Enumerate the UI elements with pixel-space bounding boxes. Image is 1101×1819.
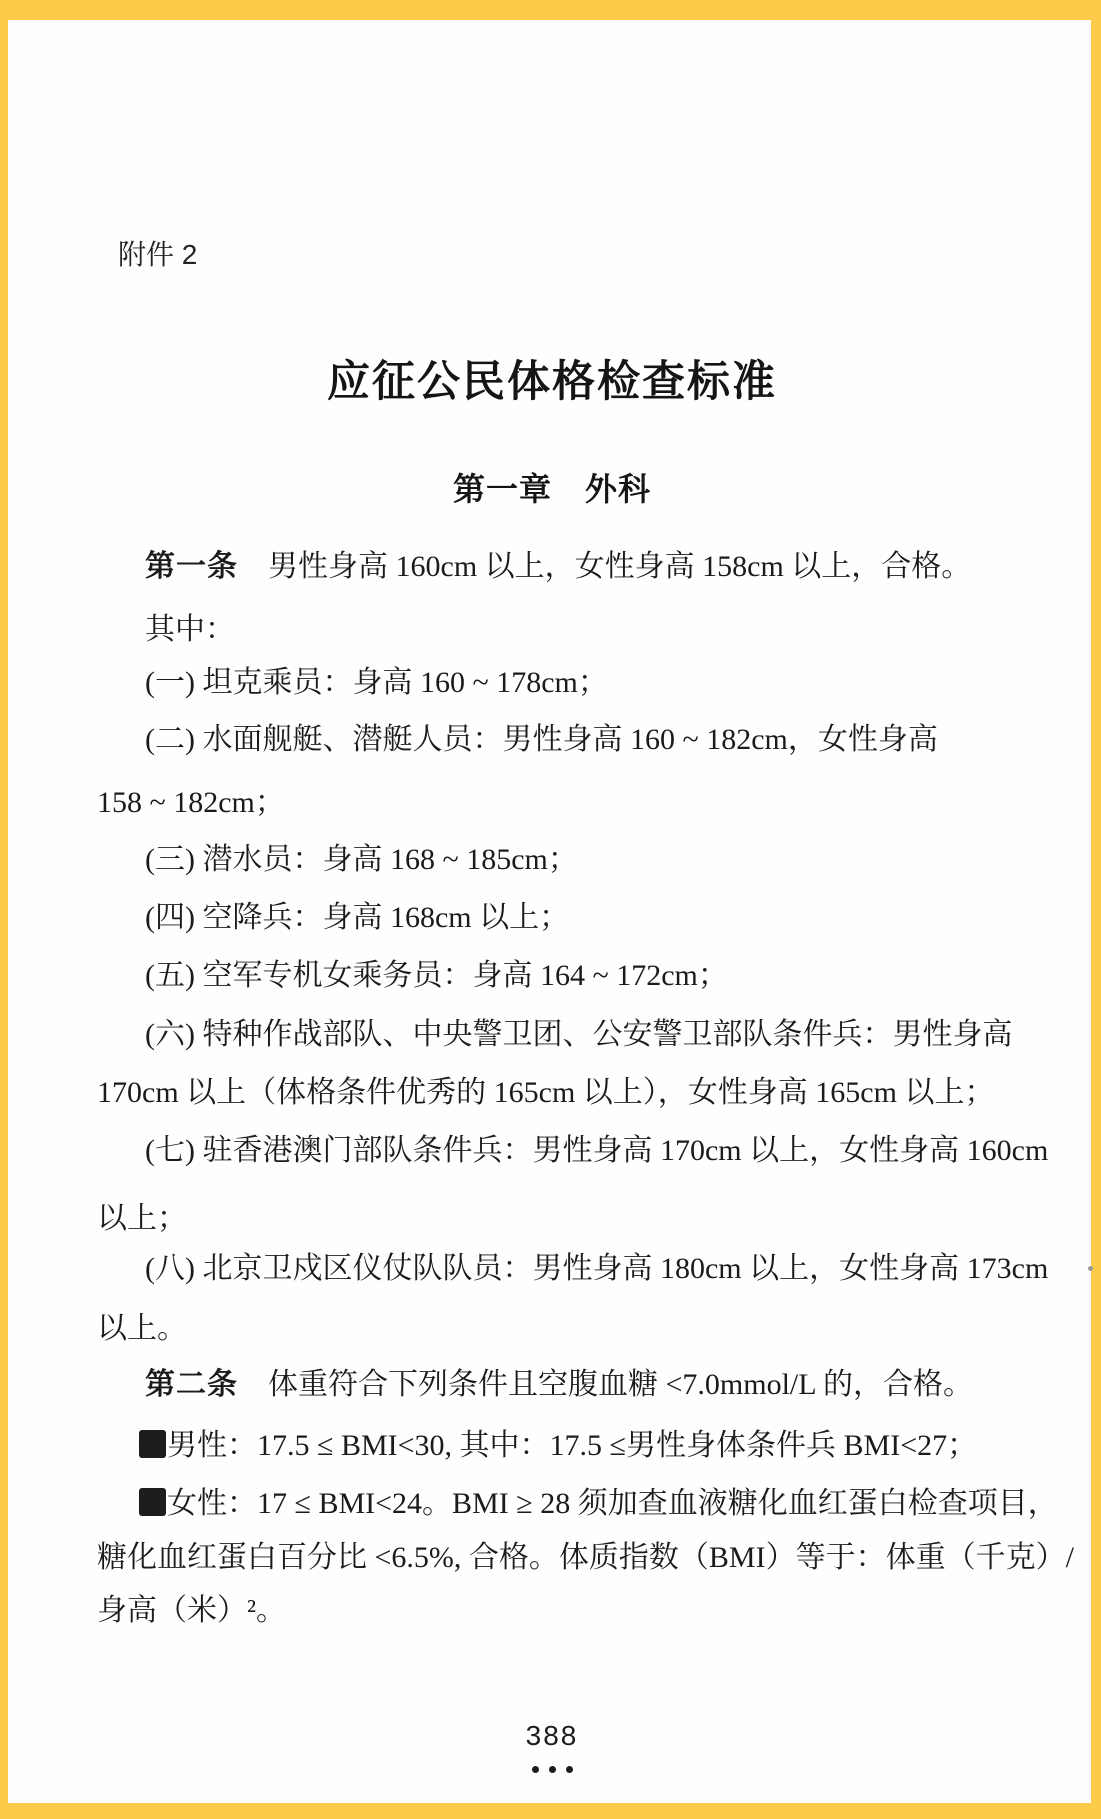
line-text: 体重符合下列条件且空腹血糖 <7.0mmol/L 的，合格。 bbox=[238, 1368, 973, 1401]
list-item-3 bbox=[145, 841, 1101, 879]
line-text: (四) 空降兵：身高 168cm 以上； bbox=[145, 901, 570, 934]
bullet-square-icon bbox=[139, 1430, 166, 1458]
line-text: (五) 空军专机女乘务员：身高 164 ~ 172cm； bbox=[145, 959, 728, 992]
list-item-7-continued bbox=[97, 1200, 1057, 1238]
line-text: 170cm 以上（体格条件优秀的 165cm 以上），女性身高 165cm 以上； bbox=[97, 1076, 995, 1109]
female-bmi-line bbox=[139, 1485, 1099, 1523]
line-text: 以上。 bbox=[97, 1312, 187, 1345]
bmi-formula-line-continued bbox=[97, 1592, 1057, 1630]
article-1-line bbox=[145, 548, 1101, 586]
line-text: (七) 驻香港澳门部队条件兵：男性身高 170cm 以上，女性身高 160cm bbox=[145, 1134, 1049, 1167]
line-text: 其中： bbox=[145, 613, 235, 646]
bullet-square-icon bbox=[139, 1488, 166, 1516]
list-item-4 bbox=[145, 899, 1101, 937]
list-item-5 bbox=[145, 957, 1101, 995]
scan-artifact-dot bbox=[1088, 1266, 1093, 1271]
list-item-7 bbox=[145, 1132, 1101, 1170]
line-text: (二) 水面舰艇、潜艇人员：男性身高 160 ~ 182cm，女性身高 bbox=[145, 723, 938, 756]
line-text: 身高（米）²。 bbox=[97, 1594, 286, 1627]
list-item-6-continued bbox=[97, 1074, 1057, 1112]
line-text: 糖化血红蛋白百分比 <6.5%, 合格。体质指数（BMI）等于：体重（千克）/ bbox=[97, 1541, 1074, 1574]
list-item-6 bbox=[145, 1016, 1101, 1054]
male-bmi-line bbox=[139, 1427, 1099, 1465]
line-text: 男性：17.5 ≤ BMI<30, 其中：17.5 ≤男性身体条件兵 BMI<27； bbox=[167, 1429, 978, 1462]
page-number: 388 bbox=[525, 1720, 579, 1751]
list-item-2 bbox=[145, 721, 1101, 759]
line-text: 女性：17 ≤ BMI<24。BMI ≥ 28 须加查血液糖化血红蛋白检查项目， bbox=[167, 1487, 1058, 1520]
article-1-label: 第一条 bbox=[145, 550, 238, 583]
article-2-line bbox=[145, 1366, 1101, 1404]
list-item-1 bbox=[145, 664, 1101, 702]
paragraph-line bbox=[145, 611, 1101, 649]
document-title: 应征公民体格检查标准 bbox=[327, 359, 777, 406]
bmi-formula-line bbox=[97, 1539, 1074, 1577]
article-2-label: 第二条 bbox=[145, 1368, 238, 1401]
line-text: 158 ~ 182cm； bbox=[97, 786, 285, 819]
list-item-2-continued bbox=[97, 784, 1057, 822]
list-item-8 bbox=[145, 1250, 1101, 1288]
attachment-label: 附件 2 bbox=[118, 239, 198, 270]
line-text: 男性身高 160cm 以上，女性身高 158cm 以上，合格。 bbox=[238, 550, 972, 583]
line-text: 以上； bbox=[97, 1202, 187, 1235]
line-text: (一) 坦克乘员：身高 160 ~ 178cm； bbox=[145, 666, 608, 699]
line-text: (六) 特种作战部队、中央警卫团、公安警卫部队条件兵：男性身高 bbox=[145, 1018, 1013, 1051]
line-text: (八) 北京卫戍区仪仗队队员：男性身高 180cm 以上，女性身高 173cm bbox=[145, 1252, 1049, 1285]
footer-dots-icon bbox=[97, 1760, 1007, 1778]
line-text: (三) 潜水员：身高 168 ~ 185cm； bbox=[145, 843, 578, 876]
list-item-8-continued bbox=[97, 1310, 1057, 1348]
chapter-heading: 第一章 外科 bbox=[452, 471, 651, 507]
